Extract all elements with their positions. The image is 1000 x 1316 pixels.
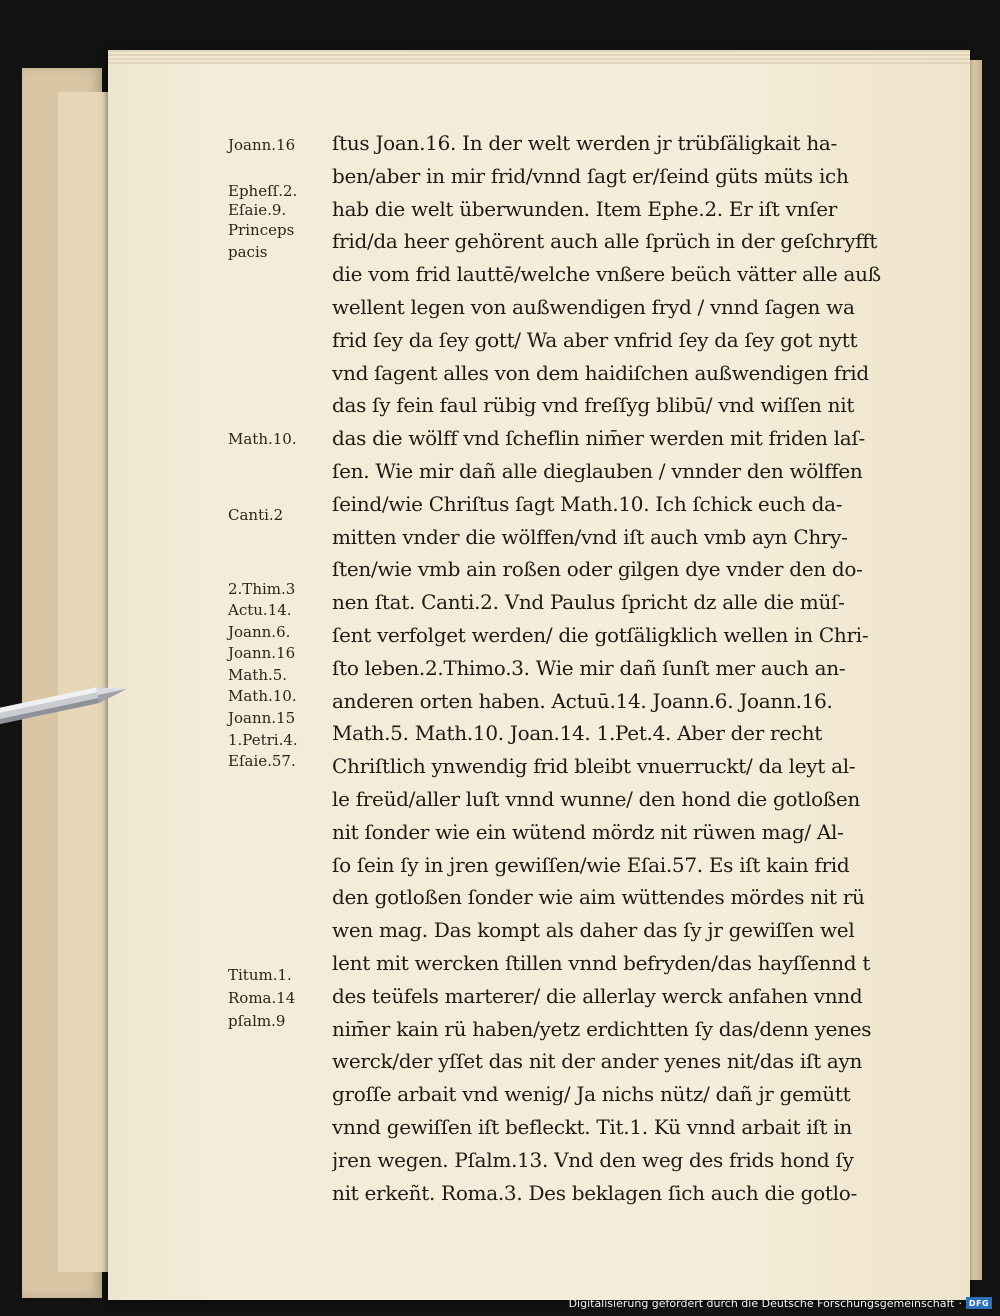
text-line: frid/da heer gehörent auch alle ſprüch in der geſchryfft: [332, 229, 878, 254]
text-line: mitten vnder die wölffen/vnd iſt auch vmb ayn Chry-: [332, 524, 848, 549]
margin-note: Math.5.: [228, 666, 288, 684]
text-line: wellent legen von außwendigen fryd / vnnd ſagen wa: [332, 294, 855, 319]
text-line: nen ſtat. Canti.2. Vnd Paulus ſpricht dz alle die müſ-: [332, 590, 845, 615]
margin-note: Joann.16: [228, 136, 296, 154]
text-line: das die wölff vnd ſcheflin nim̄er werden mit friden laſ-: [332, 426, 865, 451]
margin-note: Actu.14.: [228, 601, 292, 619]
margin-note: 1.Petri.4.: [228, 731, 298, 749]
margin-note: Canti.2: [228, 506, 284, 524]
margin-note: Math.10.: [228, 430, 297, 448]
margin-note: Joann.15: [228, 709, 296, 727]
text-line: des teüfels marterer/ die allerlay werck anfahen vnnd: [332, 983, 863, 1008]
page-top-edge: [108, 50, 970, 64]
margin-note: Princeps: [228, 221, 295, 239]
margin-note: 2.Thim.3: [228, 580, 296, 598]
margin-note: pſalm.9: [228, 1012, 286, 1030]
text-line: ſtus Joan.16. In der welt werden jr trübſäligkait ha-: [332, 131, 837, 155]
text-line: ſen. Wie mir dañ alle dieglauben / vnnder den wölffen: [332, 458, 863, 483]
margin-note: Joann.6.: [228, 623, 291, 641]
main-text-block: [332, 127, 944, 1209]
text-line: Chriſtlich ynwendig frid bleibt vnuerruckt/ da leyt al-: [332, 754, 856, 779]
text-line: groſſe arbait vnd wenig/ Ja nichs nütz/ dañ jr gemütt: [332, 1082, 851, 1107]
text-line: frid ſey da ſey gott/ Wa aber vnfrid ſey da ſey got nytt: [332, 327, 858, 352]
text-line: lent mit wercken ſtillen vnnd befryden/das hayſſennd t: [332, 950, 871, 975]
margin-note: Eſaie.9.: [228, 201, 287, 219]
text-line: le freüd/aller luſt vnnd wunne/ den hond die gotloßen: [332, 786, 860, 811]
text-line: die vom frid lauttē/welche vnßere beüch vätter alle auß: [332, 262, 881, 287]
margin-note: Math.10.: [228, 687, 297, 705]
text-line: ben/aber in mir frid/vnnd ſagt er/ſeind güts müts ich: [332, 163, 849, 188]
text-line: jren wegen. Pſalm.13. Vnd den weg des frids hond ſy: [332, 1147, 854, 1172]
text-line: ſto leben.2.Thimo.3. Wie mir dañ ſunſt mer auch an-: [332, 655, 846, 680]
margin-note: Roma.14: [228, 989, 296, 1007]
text-line: nit ſonder wie ein wütend mördz nit rüwen mag/ Al-: [332, 819, 844, 844]
digitization-footer: Digitalisierung gefördert durch die Deutsche Forschungsgemeinschaft · DFG: [569, 1294, 992, 1312]
text-line: ſeind/wie Chriſtus ſagt Math.10. Ich ſchick euch da-: [332, 491, 843, 516]
text-line: ſten/wie vmb ain roßen oder gilgen dye vnder den do-: [332, 557, 863, 582]
text-line: wen mag. Das kompt als daher das ſy jr gewiſſen wel: [332, 918, 855, 943]
text-line: hab die welt überwunden. Item Ephe.2. Er iſt vnſer: [332, 196, 838, 221]
text-line: ſo ſein ſy in jren gewiſſen/wie Eſai.57. Es iſt kain frid: [332, 852, 850, 877]
text-line: werck/der yſſet das nit der ander yenes nit/das iſt ayn: [332, 1049, 863, 1074]
text-line: anderen orten haben. Actuū.14. Joann.6. Joann.16.: [332, 688, 833, 713]
text-line: den gotloßen ſonder wie aim wüttendes mördes nit rü: [332, 885, 865, 910]
text-line: nim̄er kain rü haben/yetz erdichtten ſy das/denn yenes: [332, 1016, 872, 1041]
margin-note: pacis: [228, 243, 268, 261]
margin-note: Joann.16: [228, 644, 296, 662]
text-line: das ſy fein faul rübig vnd freſſyg blibū/ vnd wiſſen nit: [332, 393, 855, 418]
dfg-logo-icon: DFG: [966, 1297, 992, 1309]
margin-note: Titum.1.: [228, 966, 292, 984]
text-line: ſent verfolget werden/ die gotſäligklich wellen in Chri-: [332, 622, 869, 647]
funding-notice: Digitalisierung gefördert durch die Deutsche Forschungsgemeinschaft: [568, 1296, 955, 1310]
text-line: vnd ſagent alles von dem haidiſchen außwendigen frid: [332, 360, 869, 385]
text-line: nit erkeñt. Roma.3. Des beklagen ſich auch die gotlo-: [332, 1180, 857, 1205]
text-line: vnnd gewiſſen iſt befleckt. Tit.1. Kü vnnd arbait iſt in: [332, 1114, 852, 1139]
margin-note: Eſaie.57.: [228, 752, 296, 770]
margin-note: Epheſſ.2.: [228, 182, 298, 200]
text-line: Math.5. Math.10. Joan.14. 1.Pet.4. Aber der recht: [332, 721, 823, 746]
